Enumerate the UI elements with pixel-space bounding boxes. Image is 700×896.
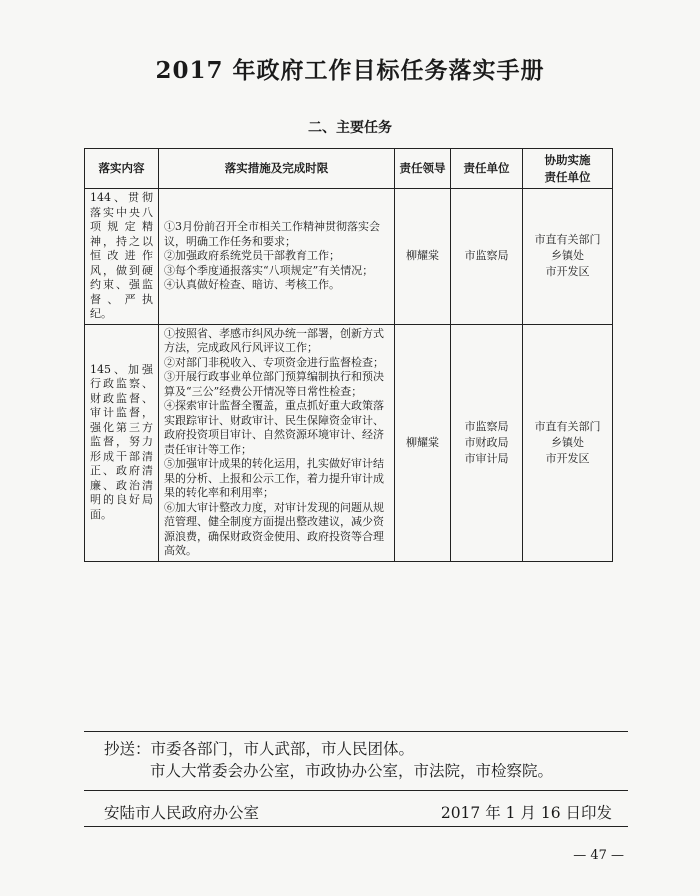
header-assist (523, 149, 613, 189)
assist-unit: 乡镇处 (551, 249, 584, 263)
footer-divider-bottom (84, 826, 628, 827)
section-title: 二、主要任务 (308, 120, 392, 136)
assist-unit: 乡镇处 (551, 435, 584, 449)
assist-unit: 市直有关部门 (534, 419, 601, 433)
measure-item: ④认真做好检查、暗访、考核工作。 (164, 278, 340, 291)
header-unit: 责任单位 (451, 149, 523, 189)
footer-divider-top (84, 731, 628, 732)
cc-list (104, 738, 644, 782)
task-measures (159, 324, 395, 561)
task-leader: 柳耀棠 (395, 324, 451, 561)
task-assist (523, 189, 613, 325)
unit-name: 市审计局 (464, 451, 509, 465)
header-content: 落实内容 (85, 149, 159, 189)
task-table (84, 148, 613, 562)
issue-date: 2017 年 1 月 16 日印发 (440, 804, 612, 822)
cc-line-2: 市人大常委会办公室，市政协办公室，市法院，市检察院。 (150, 762, 554, 780)
unit-name: 市财政局 (464, 435, 509, 449)
task-assist (523, 324, 613, 561)
measure-item: ①按照省、孝感市纠风办统一部署，创新方式方法，完成政风行风评议工作； (164, 326, 384, 354)
assist-unit: 市开发区 (545, 451, 590, 465)
assist-unit: 市直有关部门 (534, 233, 601, 247)
assist-unit: 市开发区 (545, 265, 590, 279)
measure-item: ⑤加强审计成果的转化运用，扎实做好审计结果的分析、上报和公示工作，着力提升审计成果的转化率和利用率； (164, 457, 384, 499)
task-content: 144、贯彻落实中央八项规定精神，持之以恒改进作风，做到硬约束、强监督、严执纪。 (85, 189, 159, 325)
header-measures: 落实措施及完成时限 (159, 149, 395, 189)
task-unit (451, 189, 523, 325)
cc-line-1: 抄送：市委各部门，市人武部，市人民团体。 (104, 740, 415, 758)
document-title: 2017 年政府工作目标任务落实手册 (155, 57, 545, 84)
issuer: 安陆市人民政府办公室 (104, 804, 260, 822)
measure-item: ①3月份前召开全市相关工作精神贯彻落实会议，明确工作任务和要求； (164, 220, 380, 248)
measure-item: ②对部门非税收入、专项资金进行监督检查； (164, 355, 384, 369)
table-row (85, 324, 613, 561)
measure-item: ③开展行政事业单位部门预算编制执行和预决算及“三公”经费公开情况等日常性检查； (164, 370, 384, 398)
measure-item: ④探索审计监督全覆盖，重点抓好重大政策落实跟踪审计、财政审计、民生保障资金审计、政府投资项目审计、自然资源环境审计、经济责任审计等工作； (164, 399, 384, 456)
task-content: 145、加强行政监察、财政监督、审计监督，强化第三方监督，努力形成干部清正、政府清廉、政治清明的良好局面。 (85, 324, 159, 561)
header-leader: 责任领导 (395, 149, 451, 189)
table-row (85, 189, 613, 325)
unit-name: 市监察局 (464, 249, 509, 263)
footer-divider-middle (84, 790, 628, 791)
task-unit (451, 324, 523, 561)
header-assist-text: 协助实施 责任单位 (544, 152, 591, 184)
page-number: — 47 — (573, 848, 624, 863)
task-measures (159, 189, 395, 325)
measure-item: ③每个季度通报落实“八项规定”有关情况； (164, 263, 374, 277)
table-header-row (85, 149, 613, 189)
unit-name: 市监察局 (464, 419, 509, 433)
task-leader: 柳耀棠 (395, 189, 451, 325)
measure-item: ⑥加大审计整改力度，对审计发现的问题从规范管理、健全制度方面提出整改建议，减少资源浪费，确保财政资金使用、政府投资等合理高效。 (164, 500, 384, 557)
measure-item: ②加强政府系统党员干部教育工作； (164, 249, 340, 262)
